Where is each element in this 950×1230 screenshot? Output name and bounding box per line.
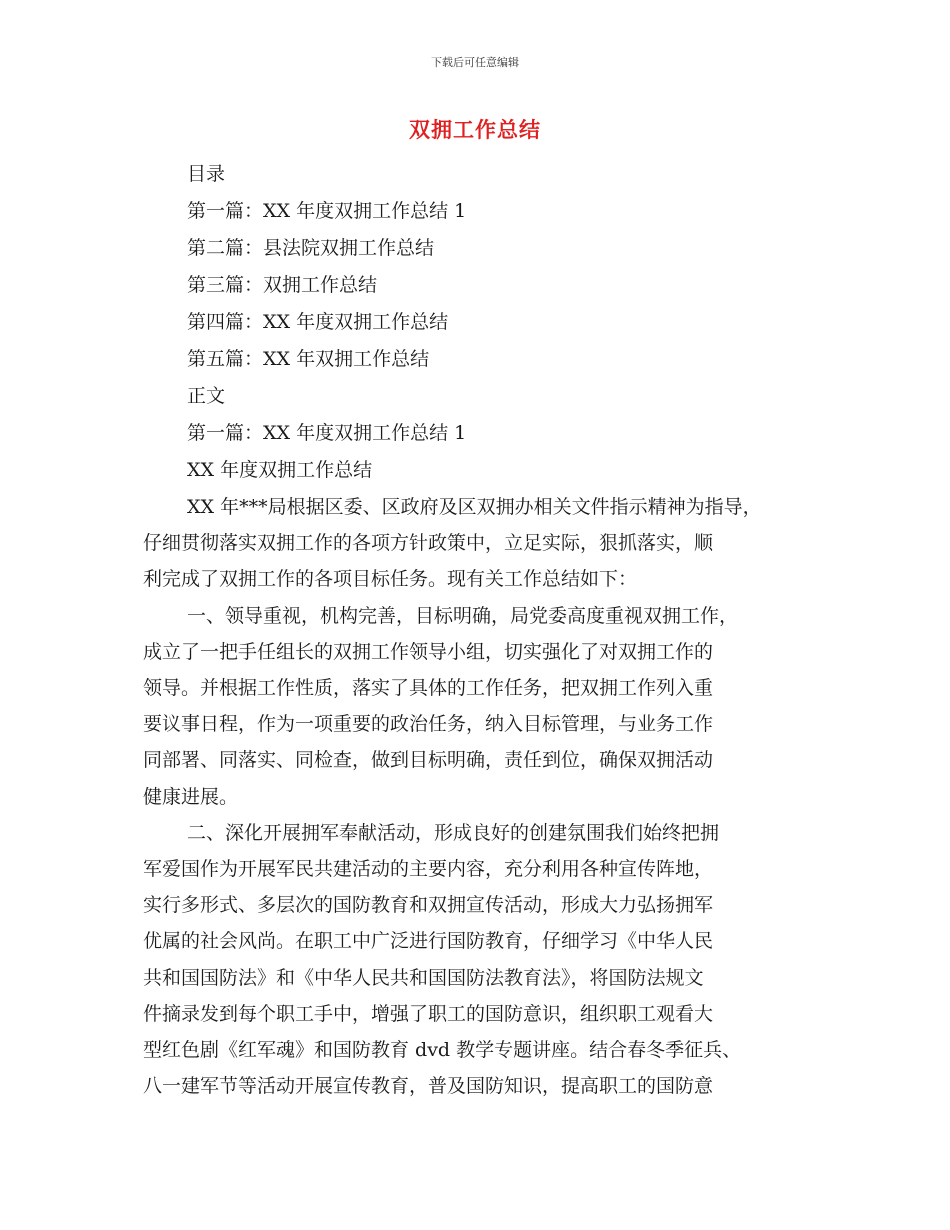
text-line: 仔细贯彻落实双拥工作的各项方针政策中，立足实际，狠抓落实，顺	[143, 532, 714, 555]
text-line: 成立了一把手任组长的双拥工作领导小组，切实强化了对双拥工作的	[143, 640, 714, 663]
text-line: 利完成了双拥工作的各项目标任务。现有关工作总结如下：	[143, 568, 638, 591]
paragraph-3	[143, 815, 843, 1105]
toc-item: 第三篇：双拥工作总结	[187, 274, 378, 296]
text-line: 件摘录发到每个职工手中，增强了职工的国防意识，组织职工观看大	[143, 1002, 714, 1025]
text-line: 八一建军节等活动开展宣传教育，普及国防知识，提高职工的国防意	[143, 1075, 714, 1098]
body-heading: 正文	[187, 385, 226, 407]
toc-heading: 目录	[187, 163, 226, 185]
paragraph-1	[143, 489, 843, 598]
document-body	[143, 489, 843, 1104]
toc-item: 第一篇：XX 年度双拥工作总结 1	[187, 200, 467, 222]
toc-item: 第二篇：县法院双拥工作总结	[187, 237, 435, 259]
text-line: 同部署、同落实、同检查，做到目标明确，责任到位，确保双拥活动	[143, 749, 714, 772]
text-line: XX 年***局根据区委、区政府及区双拥办相关文件指示精神为指导，	[187, 496, 762, 518]
text-line: 优属的社会风尚。在职工中广泛进行国防教育，仔细学习《中华人民	[143, 930, 714, 953]
text-line: 共和国国防法》和《中华人民共和国国防法教育法》，将国防法规文	[143, 966, 704, 989]
document-title: 双拥工作总结	[409, 118, 541, 142]
part-subtitle: XX 年度双拥工作总结	[187, 459, 373, 481]
text-line: 健康进展。	[143, 785, 239, 808]
toc-item: 第四篇：XX 年度双拥工作总结	[187, 311, 449, 333]
text-line: 实行多形式、多层次的国防教育和双拥宣传活动，形成大力弘扬拥军	[143, 894, 714, 917]
text-line: 型红色剧《红军魂》和国防教育 dvd 教学专题讲座。结合春冬季征兵、	[143, 1039, 742, 1062]
header-note: 下载后可任意编辑	[431, 56, 519, 69]
part-heading: 第一篇：XX 年度双拥工作总结 1	[187, 422, 467, 444]
text-line: 一、领导重视，机构完善，目标明确，局党委高度重视双拥工作，	[187, 604, 739, 627]
toc-item: 第五篇：XX 年双拥工作总结	[187, 348, 430, 370]
table-of-contents	[187, 156, 827, 489]
text-line: 领导。并根据工作性质，落实了具体的工作任务，把双拥工作列入重	[143, 677, 714, 700]
paragraph-2	[143, 598, 843, 815]
text-line: 军爱国作为开展军民共建活动的主要内容，充分利用各种宣传阵地，	[143, 858, 714, 881]
text-line: 二、深化开展拥军奉献活动，形成良好的创建氛围我们始终把拥	[187, 821, 720, 844]
text-line: 要议事日程，作为一项重要的政治任务，纳入目标管理，与业务工作	[143, 713, 714, 736]
